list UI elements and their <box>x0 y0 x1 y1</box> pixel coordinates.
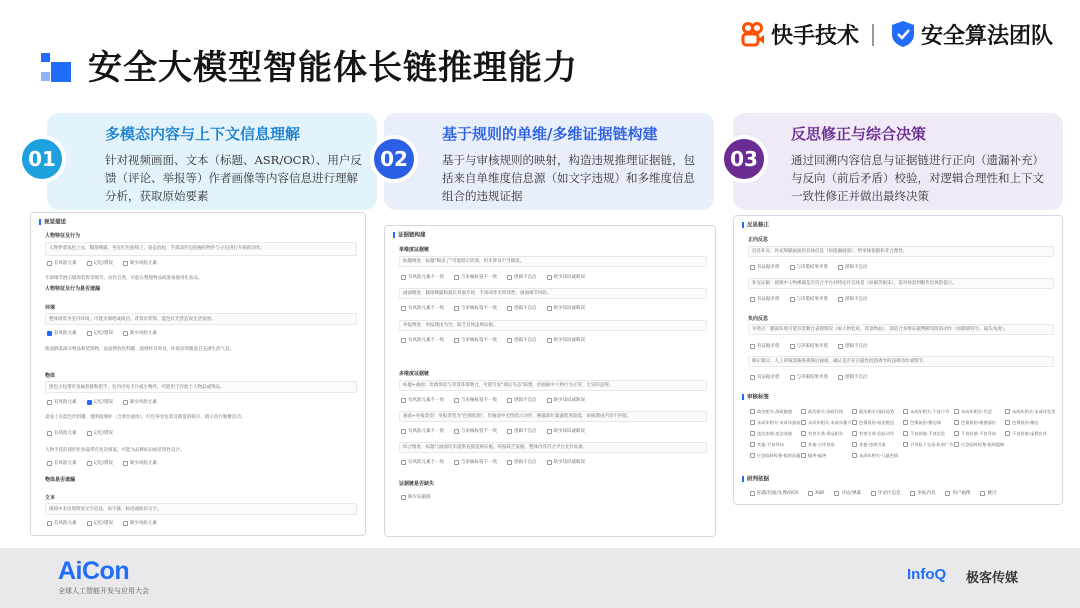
panel-2-opts-5 <box>401 428 595 435</box>
option-checkbox[interactable]: 逻辑不自洽 <box>838 343 868 350</box>
panel-3-research-opts <box>750 490 1006 497</box>
panel-1-g1-title: 人物特征及行为 <box>45 233 81 239</box>
option-checkbox[interactable]: 缺少知识或缺误 <box>547 459 586 466</box>
panel-1-g1-note: 手部细节展示服饰装饰等细节，动作自然，可能在整理物品或准备使用化妆品。 <box>45 276 203 281</box>
panel-2-missing-title: 证据链是否缺失 <box>399 481 435 487</box>
option-checkbox[interactable]: 缺少知识或缺误 <box>547 397 586 404</box>
card-1-number-badge: 01 <box>18 135 66 183</box>
card-3 <box>733 113 1063 210</box>
tag-checkbox[interactable]: 其他-公序良俗 <box>801 441 852 448</box>
tag-checkbox[interactable]: 政治相关-涉政敏感 <box>750 408 801 415</box>
panel-1-obj-note: 桌面上有蓝色饮料罐、透明玻璃杯（含黄色液体），红色零食包装及散落的纸巾，暗示进行聚餐活动。 <box>45 415 246 420</box>
panel-3-backward-box-1-text: 矛盾点：腿部环境可能有着舞台表现情况（如人物装束、背景物品），需结合多维证据判断风险的动作（如腿部特写、镜头角度）。 <box>752 327 1009 332</box>
panel-3-forward-title: 正向反思 <box>748 237 769 243</box>
research-checkbox[interactable]: 标题/封面/头像/OCR <box>750 490 798 497</box>
panel-2-single-box-2-text: 画面维度：腿部裸露和超长背面开衩，手部动作无明显性，画面细节风险。 <box>403 291 552 296</box>
panel-2-opts-4 <box>401 397 595 404</box>
tag-checkbox[interactable]: 色情低俗-敏感部位 <box>954 419 1005 426</box>
tag-checkbox[interactable]: 未成年相关-未成年发型 <box>1005 408 1056 415</box>
title-deco-square-1 <box>41 53 50 62</box>
panel-1-obj-box-text: 黑色小包带有金属扣链和把手，包内可见卡片或小物件，可能用于存放个人物品或饰品。 <box>49 385 225 390</box>
tag-checkbox[interactable]: 应急临时标签-临时阻断 <box>954 441 1005 448</box>
card-1-title: 多模态内容与上下文信息理解 <box>105 125 301 143</box>
panel-1-g1-box-text: 人物穿着浅色上衣，腿部裸露，坐在红色座椅上，姿态放松，手部动作包括握持物件与小包进行开箱的动作。 <box>49 246 265 251</box>
option-checkbox[interactable]: 有证据矛盾 <box>750 374 780 381</box>
card-1-desc: 针对视频画面、文本（标题、ASR/OCR）、用户反馈（评论、举报等）作者画像等内容信息进行理解分析，获取原始要素 <box>105 153 362 203</box>
tag-checkbox[interactable]: 未成年相关-不良行为 <box>903 408 954 415</box>
panel-1-opts-2 <box>47 330 167 337</box>
panel-3-opts-2 <box>750 296 878 303</box>
panel-2-opts-3 <box>401 337 595 344</box>
panel-2-opts-6 <box>401 459 595 466</box>
tag-checkbox[interactable]: 有害引诱-危险动作 <box>852 430 903 437</box>
tag-checkbox[interactable]: 政治相关-国际局势 <box>852 408 903 415</box>
option-checkbox[interactable]: 句风险元素不一致 <box>401 305 444 312</box>
option-checkbox[interactable]: 缺少知识或缺误 <box>547 305 586 312</box>
option-checkbox[interactable]: 句风险元素不一致 <box>401 459 444 466</box>
option-checkbox[interactable]: 缺少知识或缺误 <box>547 428 586 435</box>
title-deco-square-3 <box>41 72 50 81</box>
tag-checkbox[interactable]: 未成年相关-未成年暴力 <box>801 419 852 426</box>
option-checkbox[interactable]: 有风险元素 <box>47 399 77 406</box>
panel-visual-description <box>30 212 366 536</box>
panel-3-forward-box-2-text: 补充证据：视频中人物裸露是否符合平台对特定社交场景（如搞笑娱乐），需对场景判断作出风险提示。 <box>752 281 957 286</box>
research-checkbox[interactable]: 评论/弹幕 <box>834 490 861 497</box>
option-checkbox[interactable]: 缺少风险元素 <box>123 520 157 527</box>
tag-checkbox[interactable]: 不良价值-虚假宣传 <box>1005 430 1056 437</box>
panel-2-multi-box-1-text: 标题+画面：饮酒场景与背景环境吻合，可能引发"酒后失态"联想，但画面中人物行为正常，无实际违规。 <box>403 383 614 388</box>
option-checkbox[interactable]: 记忆/错误 <box>87 520 114 527</box>
panel-3-opts-1 <box>750 264 878 271</box>
research-checkbox[interactable]: 评论区信息 <box>871 490 901 497</box>
option-checkbox[interactable]: 有证据矛盾 <box>750 343 780 350</box>
option-checkbox[interactable]: 缺少知识或缺误 <box>547 337 586 344</box>
tag-checkbox[interactable]: 未成年相关-儿童色情 <box>852 452 903 459</box>
aicon-logo: AiCon <box>58 557 130 585</box>
panel-1-obj-title: 物体 <box>45 373 56 379</box>
option-checkbox[interactable]: 有证据矛盾 <box>750 296 780 303</box>
panel-2-single-box-3-text: 举报维度：举报理由为空，缺乏具体违规证据。 <box>403 323 498 328</box>
option-checkbox[interactable]: 与决策结果矛盾 <box>790 264 829 271</box>
tag-checkbox[interactable]: 其他-不良导向 <box>750 441 801 448</box>
card-1 <box>47 113 377 210</box>
tag-checkbox[interactable]: 有害引诱-毒品相关 <box>801 430 852 437</box>
panel-1-g2-title: 人物特征及行为是否遗漏 <box>45 286 101 292</box>
panel-1-env-title: 环境 <box>45 305 56 311</box>
panel-1-opts-5 <box>47 460 167 467</box>
option-checkbox[interactable]: 缺少风险元素 <box>123 260 157 267</box>
option-checkbox[interactable]: 记忆/错误 <box>87 430 114 437</box>
panel-reflection <box>733 215 1063 505</box>
panel-3-opts-3 <box>750 343 878 350</box>
option-checkbox[interactable]: 缺少风险元素 <box>123 399 157 406</box>
research-checkbox[interactable]: 跳过 <box>980 490 996 497</box>
option-checkbox[interactable]: 逻辑不自洽 <box>507 428 537 435</box>
panel-1-env-box-text: 整体场景为室内环境，可能为酒吧或商店，背景有装饰，蓝色灯光营造夜生活氛围。 <box>49 317 216 322</box>
shield-logo-icon <box>890 20 916 48</box>
panel-1-g3-title: 物体是否遗漏 <box>45 477 76 483</box>
panel-2-multi-box-3-text: 综合维度：标题与画面均未提供直接违规证据，举报缺乏依据，整体内容符合平台允许标准。 <box>403 445 588 450</box>
security-team-brand-text: 安全算法团队 <box>921 23 1054 49</box>
option-checkbox[interactable]: 与决策结果矛盾 <box>790 343 829 350</box>
card-3-desc: 通过回溯内容信息与证据链进行正向（遗漏补充）与反向（前后矛盾）校验，对逻辑合理性和上下文一致性修正并做出最终决策 <box>791 153 1044 203</box>
option-checkbox[interactable]: 逻辑不自洽 <box>838 264 868 271</box>
panel-2-opts-7 <box>401 494 441 501</box>
jike-media-logo: 极客传媒 <box>966 571 1019 586</box>
option-checkbox[interactable]: 有风险元素 <box>47 330 77 337</box>
option-checkbox[interactable]: 句风险元素不一致 <box>401 428 444 435</box>
tag-checkbox[interactable]: 引导私下交易-私单广告 <box>903 441 954 448</box>
panel-3-forward-box-1-text: 信息补充：补充细腻画面的具体信息（如遗漏画面），给审核依据和非合理性。 <box>752 249 908 254</box>
panel-1-obj-note-2: 人物手持的圆形化妆镜带有复杂图案，可能为品牌标识或装饰性设计。 <box>45 448 185 453</box>
option-checkbox[interactable]: 句风险元素不一致 <box>401 337 444 344</box>
tag-checkbox[interactable]: 色情低俗-擦边 <box>1005 419 1056 426</box>
option-checkbox[interactable]: 记忆/错误 <box>87 399 114 406</box>
panel-3-tags-grid <box>750 408 1056 459</box>
panel-1-opts-3 <box>47 399 167 406</box>
aicon-subtitle: 全球人工智能开发与应用大会 <box>58 587 149 595</box>
option-checkbox[interactable]: 逻辑不自洽 <box>507 274 537 281</box>
missing-evidence-checkbox[interactable]: 缺少证据链 <box>401 494 431 501</box>
card-2 <box>384 113 714 210</box>
tag-checkbox[interactable]: 其他-违规引流 <box>852 441 903 448</box>
option-checkbox[interactable]: 有风险元素 <box>47 430 77 437</box>
panel-1-text-title: 文本 <box>45 495 56 501</box>
panel-2-opts-1 <box>401 274 595 281</box>
security-team-brand <box>890 18 1053 50</box>
option-checkbox[interactable]: 有风险元素 <box>47 460 77 467</box>
option-checkbox[interactable]: 缺少风险元素 <box>123 460 157 467</box>
panel-3-research-title: 研判依据 <box>742 476 769 484</box>
panel-1-opts-1 <box>47 260 167 267</box>
option-checkbox[interactable]: 与审核标签不一致 <box>454 305 497 312</box>
tag-checkbox[interactable]: 政治相关-涉政红线 <box>801 408 852 415</box>
card-2-desc: 基于与审核规则的映射，构造违规推理证据链，包括来自单维度信息源（如文字违规）和多维度信息组合的违规证据 <box>442 153 695 203</box>
tag-checkbox[interactable]: 色情低俗-擦边球 <box>903 419 954 426</box>
panel-2-single-title: 单维度证据链 <box>399 247 430 253</box>
option-checkbox[interactable]: 记忆/错误 <box>87 460 114 467</box>
option-checkbox[interactable]: 句风险元素不一致 <box>401 397 444 404</box>
option-checkbox[interactable]: 记忆/错误 <box>87 330 114 337</box>
tag-checkbox[interactable]: 违法违规-违法违规 <box>750 430 801 437</box>
option-checkbox[interactable]: 缺少风险元素 <box>123 330 157 337</box>
card-3-number-badge: 03 <box>720 135 768 183</box>
kuaishou-brand <box>740 18 859 50</box>
tag-checkbox[interactable]: 搞笑-搞笑 <box>801 452 852 459</box>
option-checkbox[interactable]: 与审核标签不一致 <box>454 428 497 435</box>
option-checkbox[interactable]: 有风险元素 <box>47 520 77 527</box>
panel-1-env-note: 地面散落部分物品和装饰物，桌面摆放饮料罐、玻璃杯及零食，环境显得随意且充满生活气息。 <box>45 347 234 352</box>
option-checkbox[interactable]: 逻辑不自洽 <box>507 459 537 466</box>
option-checkbox[interactable]: 缺少知识或缺误 <box>547 274 586 281</box>
card-2-title: 基于规则的单维/多维证据链构建 <box>442 125 658 143</box>
title-deco-square-2 <box>51 62 71 82</box>
tag-checkbox[interactable]: 未成年相关-未成年游戏 <box>750 419 801 426</box>
panel-3-backward-box-2-text: 修正建议：人工审核需核查视频后画面，确认是否存在隐性低俗诱导的违规动作或情节。 <box>752 359 928 364</box>
panel-2-section-title: 证据链构建 <box>393 232 426 240</box>
option-checkbox[interactable]: 与审核标签不一致 <box>454 274 497 281</box>
option-checkbox[interactable]: 逻辑不自洽 <box>507 397 537 404</box>
panel-3-tags-title: 审核标签 <box>742 394 769 402</box>
panel-1-section-title: 视觉描述 <box>39 219 66 227</box>
tag-checkbox[interactable]: 应急临时标签-临时屏蔽 <box>750 452 801 459</box>
option-checkbox[interactable]: 逻辑不自洽 <box>838 296 868 303</box>
tag-checkbox[interactable]: 不良价值-不良信息 <box>903 430 954 437</box>
option-checkbox[interactable]: 逻辑不自洽 <box>507 305 537 312</box>
panel-2-multi-box-2-text: 画面+举报类型：举报类型为"色情低俗"，但画面中无性暗示动作，裸露部位暴露程度较低，审核理由内容不匹配。 <box>403 414 632 419</box>
panel-1-text-box-text: 视频中未出现明显文字信息，如字幕、标语或标识文字。 <box>49 507 162 512</box>
card-2-number-badge: 02 <box>370 135 418 183</box>
panel-2-single-box-1-text: 标题维度：标题"喝多了"可能暗示饮酒，但未涉及不当描述。 <box>403 259 525 264</box>
option-checkbox[interactable]: 与决策结果矛盾 <box>790 374 829 381</box>
panel-3-backward-title: 负向反思 <box>748 316 769 322</box>
page-title: 安全大模型智能体长链推理能力 <box>88 48 578 88</box>
panel-3-section-title: 反思修正 <box>742 222 769 230</box>
research-checkbox[interactable]: 举报内容 <box>910 490 935 497</box>
option-checkbox[interactable]: 有风险元素 <box>47 260 77 267</box>
tag-checkbox[interactable]: 色情低俗-低俗挑逗 <box>852 419 903 426</box>
kuaishou-brand-text: 快手技术 <box>771 23 860 49</box>
panel-2-multi-title: 多维度证据链 <box>399 371 430 377</box>
research-checkbox[interactable]: ASR <box>808 490 824 497</box>
option-checkbox[interactable]: 与审核标签不一致 <box>454 397 497 404</box>
panel-evidence-chain <box>384 225 716 537</box>
panel-1-opts-4 <box>47 430 123 437</box>
tag-checkbox[interactable]: 未成年相关-早恋 <box>954 408 1005 415</box>
option-checkbox[interactable]: 与决策结果矛盾 <box>790 296 829 303</box>
option-checkbox[interactable]: 逻辑不自洽 <box>838 374 868 381</box>
option-checkbox[interactable]: 句风险元素不一致 <box>401 274 444 281</box>
option-checkbox[interactable]: 与审核标签不一致 <box>454 459 497 466</box>
card-3-title: 反思修正与综合决策 <box>791 125 927 143</box>
option-checkbox[interactable]: 逻辑不自洽 <box>507 337 537 344</box>
tag-empty <box>1005 441 1056 448</box>
panel-3-opts-4 <box>750 374 878 381</box>
kuaishou-logo-icon <box>740 21 766 47</box>
panel-2-opts-2 <box>401 305 595 312</box>
research-checkbox[interactable]: 用户画像 <box>945 490 970 497</box>
option-checkbox[interactable]: 与审核标签不一致 <box>454 337 497 344</box>
brand-separator <box>872 24 874 46</box>
option-checkbox[interactable]: 有证据矛盾 <box>750 264 780 271</box>
infoq-logo: InfoQ <box>907 566 947 583</box>
panel-1-opts-6 <box>47 520 167 527</box>
option-checkbox[interactable]: 记忆/错误 <box>87 260 114 267</box>
tag-checkbox[interactable]: 不良价值-不良导向 <box>954 430 1005 437</box>
